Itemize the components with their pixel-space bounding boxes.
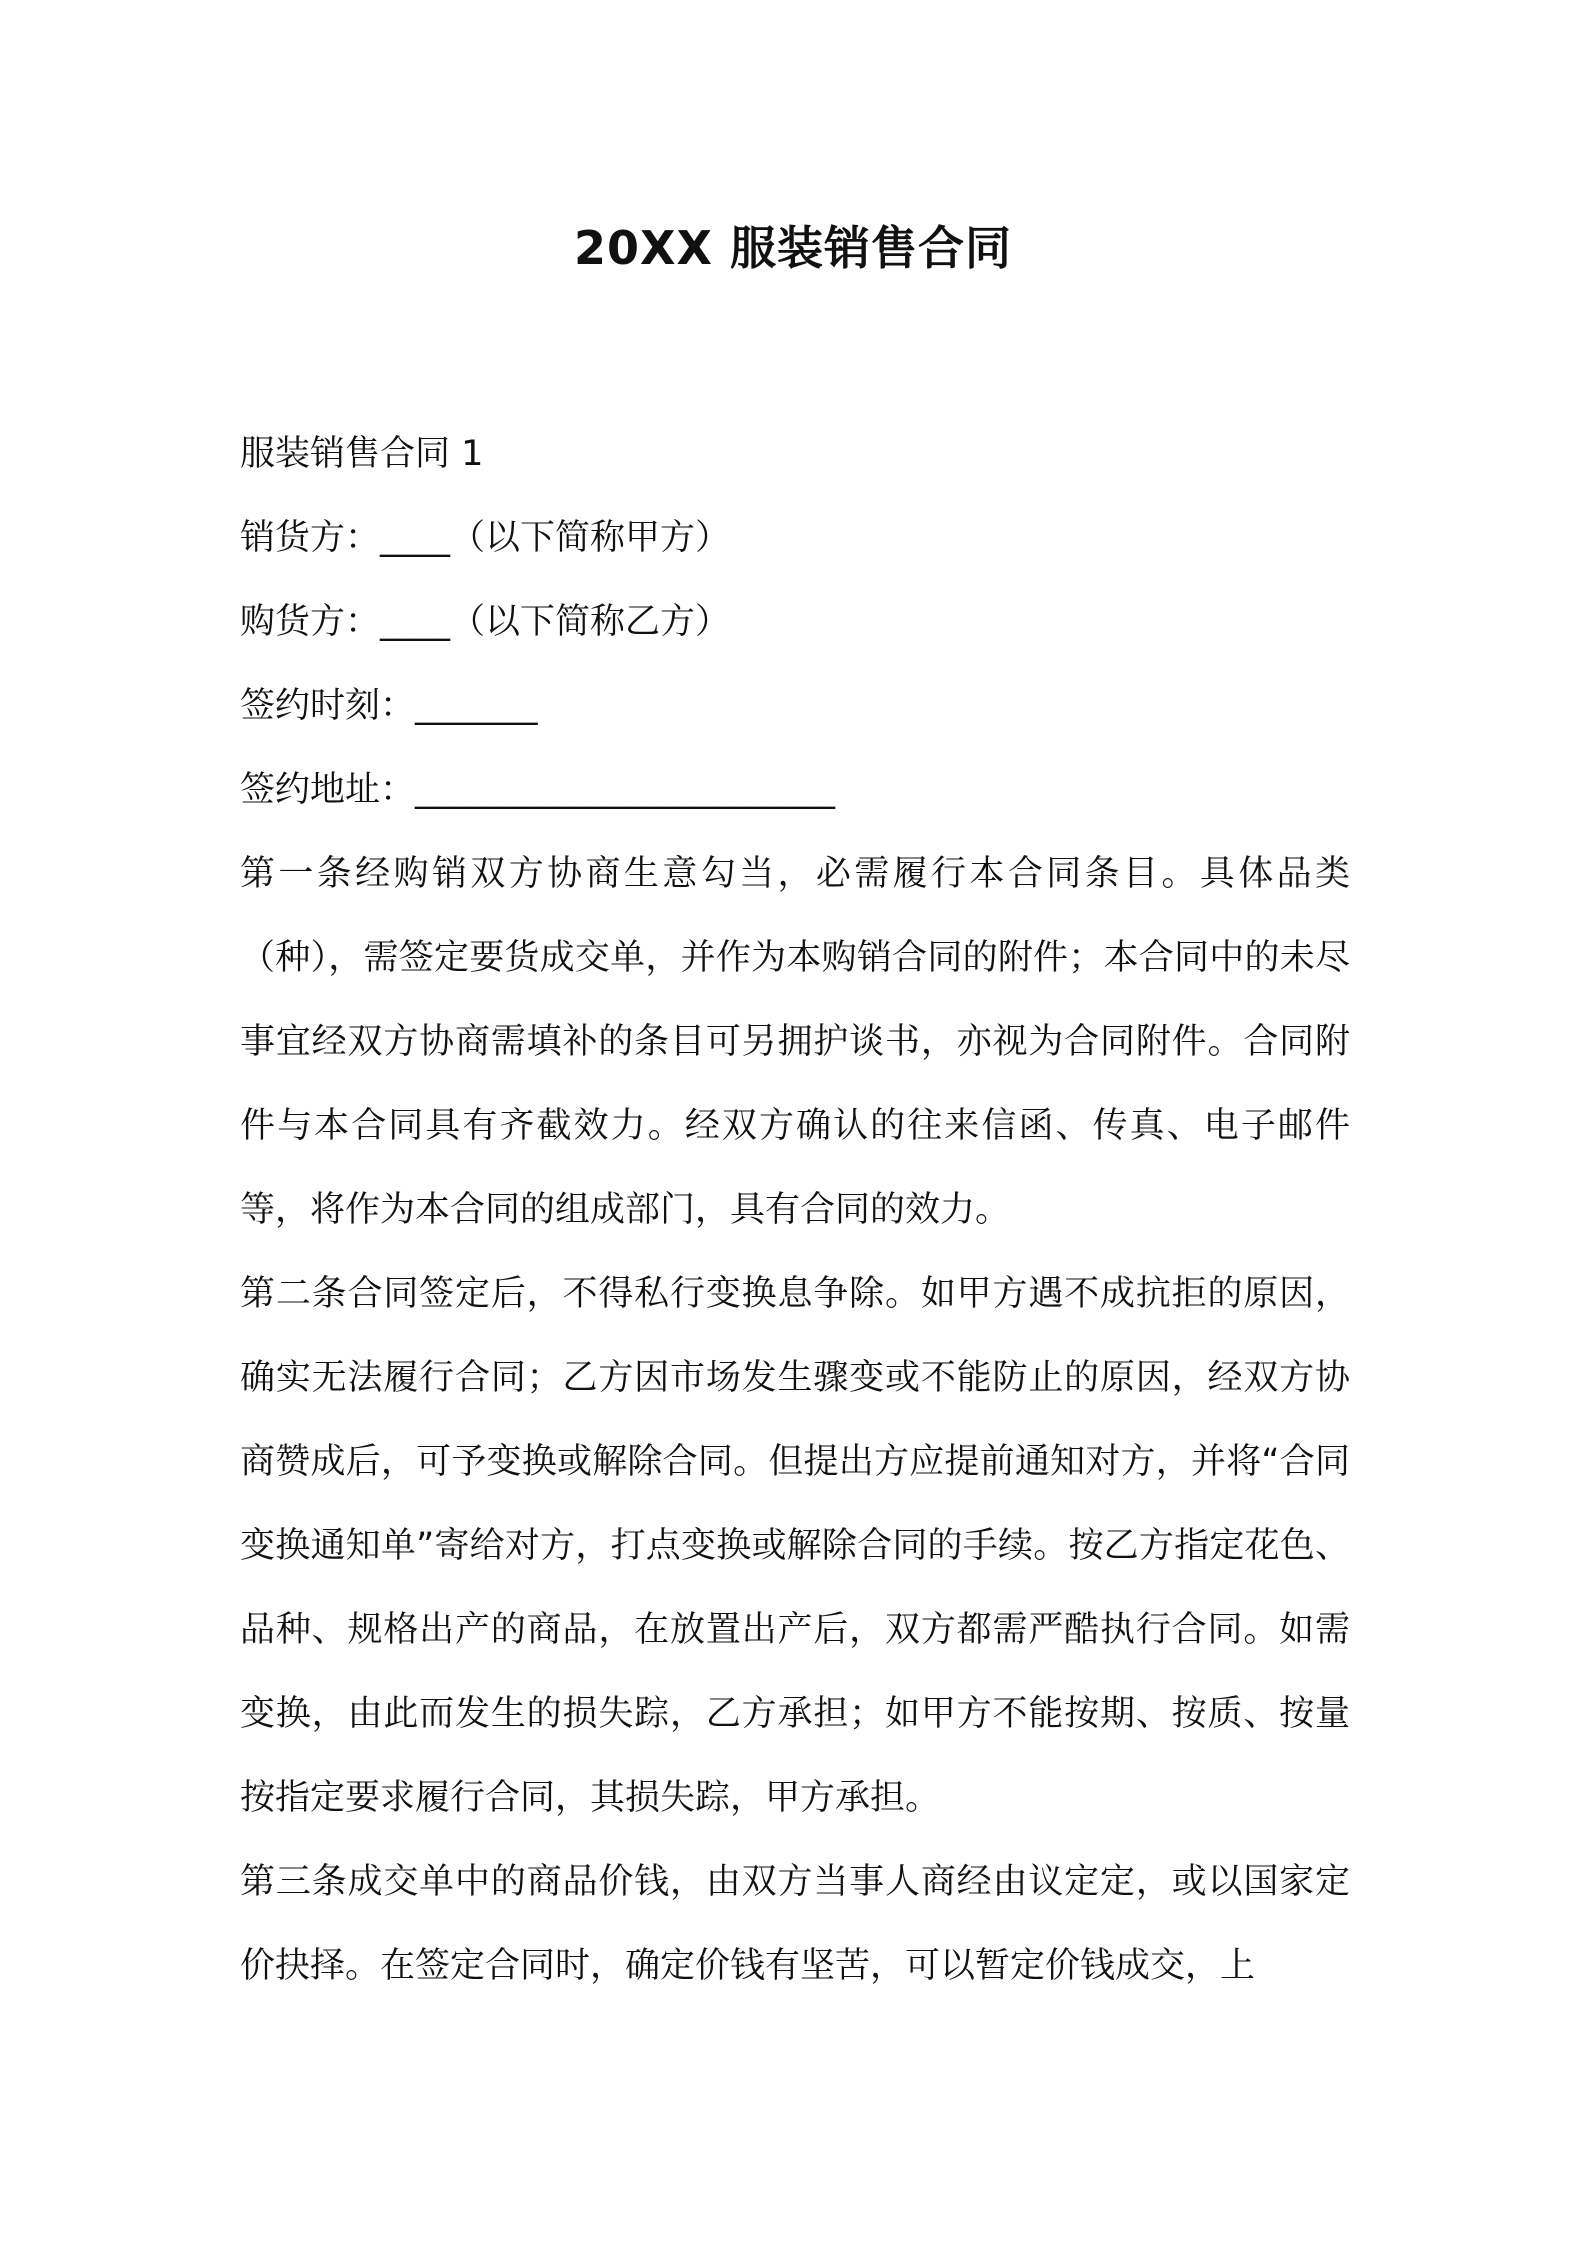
- article-2-paragraph: 第二条合同签定后，不得私行变换息争除。如甲方遇不成抗拒的原因，确实无法履行合同；乙方因市场发生骤变或不能防止的原因，经双方协商赞成后，可予变换或解除合同。但提出方应提前通知对方，并将“合同变换通知单”寄给对方，打点变换或解除合同的手续。按乙方指定花色、品种、规格出产的商品，在放置出产后，双方都需严酷执行合同。如需变换，由此而发生的损失踪，乙方承担；如甲方不能按期、按质、按量按指定要求履行合同，其损失踪，甲方承担。: [240, 1274, 1350, 1818]
- signing-address-field: 签约地址：________________________: [240, 770, 836, 810]
- buyer-field: 购货方：____（以下简称乙方）: [240, 602, 731, 642]
- article-1-paragraph: 第一条经购销双方协商生意勾当，必需履行本合同条目。具体品类（种），需签定要货成交单，并作为本购销合同的附件；本合同中的未尽事宜经双方协商需填补的条目可另拥护谈书，亦视为合同附件。合同附件与本合同具有齐截效力。经双方确认的往来信函、传真、电子邮件等，将作为本合同的组成部门，具有合同的效力。: [240, 854, 1350, 1230]
- article-3-paragraph: 第三条成交单中的商品价钱，由双方当事人商经由议定定，或以国家定价抉择。在签定合同时，确定价钱有坚苦，可以暂定价钱成交，上: [240, 1862, 1350, 1986]
- contract-subtitle: 服装销售合同 1: [240, 434, 484, 474]
- seller-field: 销货方：____（以下简称甲方）: [240, 518, 731, 558]
- signing-time-field: 签约时刻：_______: [240, 686, 538, 726]
- document-title: 20XX 服装销售合同: [574, 221, 1012, 275]
- document-body: [240, 412, 1350, 2008]
